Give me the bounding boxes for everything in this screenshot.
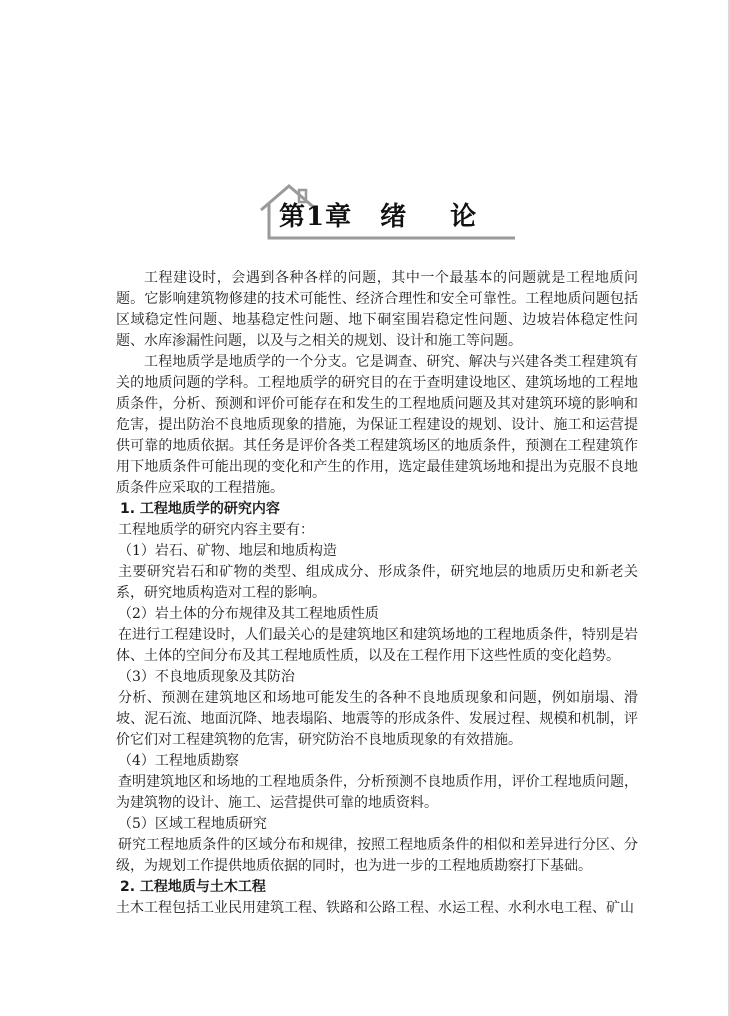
list-item-label-5: （5）区域工程地质研究 [118, 816, 267, 832]
list-item-label-4: （4）工程地质勘察 [118, 753, 239, 769]
list-item-label-3: （3）不良地质现象及其防治 [118, 669, 295, 685]
section-heading-2: 2. 工程地质与土木工程 [120, 879, 266, 895]
intro-paragraph-1: 工程建设时，会遇到各种各样的问题，其中一个最基本的问题就是工程地质问题。它影响建筑物修建的技术可能性、经济合理性和安全可靠性。工程地质问题包括区域稳定性问题、地基稳定性问题、地下硐室围岩稳定性问题、边坡岩体稳定性问题、水库渗漏性问题，以及与之相关的规划、设计和施工等问题。 [116, 270, 638, 349]
chapter-title-char-2: 论 [450, 202, 477, 232]
list-item-label-2: （2）岩土体的分布规律及其工程地质性质 [118, 606, 379, 622]
section-heading-1: 1. 工程地质学的研究内容 [120, 501, 280, 517]
chapter-heading [255, 182, 515, 244]
list-item-text-5: 研究工程地质条件的区域分布和规律，按照工程地质条件的相似和差异进行分区、分级，为规划工作提供地质依据的同时，也为进一步的工程地质勘察打下基础。 [116, 837, 638, 874]
list-item-text-3: 分析、预测在建筑地区和场地可能发生的各种不良地质现象和问题，例如崩塌、滑坡、泥石流、地面沉降、地表塌陷、地震等的形成条件、发展过程、规模和机制，评价它们对工程建筑物的危害，研究防治不良地质现象的有效措施。 [116, 690, 638, 748]
list-item-label-1: （1）岩石、矿物、地层和地质构造 [118, 543, 337, 559]
intro-paragraph-2: 工程地质学是地质学的一个分支。它是调查、研究、解决与兴建各类工程建筑有关的地质问题的学科。工程地质学的研究目的在于查明建设地区、建筑场地的工程地质条件，分析、预测和评价可能存在和发生的工程地质问题及其对建筑环境的影响和危害，提出防治不良地质现象的措施，为保证工程建设的规划、设计、施工和运营提供可靠的地质依据。其任务是评价各类工程建筑场区的地质条件，预测在工程建筑作用下地质条件可能出现的变化和产生的作用，选定最佳建筑场地和提出为克服不良地质条件应采取的工程措施。 [116, 354, 638, 496]
chapter-body [116, 268, 638, 919]
chapter-title-char-1: 绪 [380, 202, 407, 232]
section-2-text: 土木工程包括工业民用建筑工程、铁路和公路工程、水运工程、水利水电工程、矿山 [116, 900, 634, 916]
list-item-text-1: 主要研究岩石和矿物的类型、组成成分、形成条件，研究地层的地质历史和新老关系，研究地质构造对工程的影响。 [116, 564, 638, 601]
chapter-number: 第1章 [279, 202, 353, 232]
chapter-title [279, 196, 476, 233]
list-item-text-4: 查明建筑地区和场地的工程地质条件，分析预测不良地质作用，评价工程地质问题，为建筑物的设计、施工、运营提供可靠的地质资料。 [116, 774, 638, 811]
list-item-text-2: 在进行工程建设时，人们最关心的是建筑地区和建筑场地的工程地质条件，特别是岩体、土体的空间分布及其工程地质性质，以及在工程作用下这些性质的变化趋势。 [116, 627, 638, 664]
section-1-intro: 工程地质学的研究内容主要有： [118, 522, 314, 538]
